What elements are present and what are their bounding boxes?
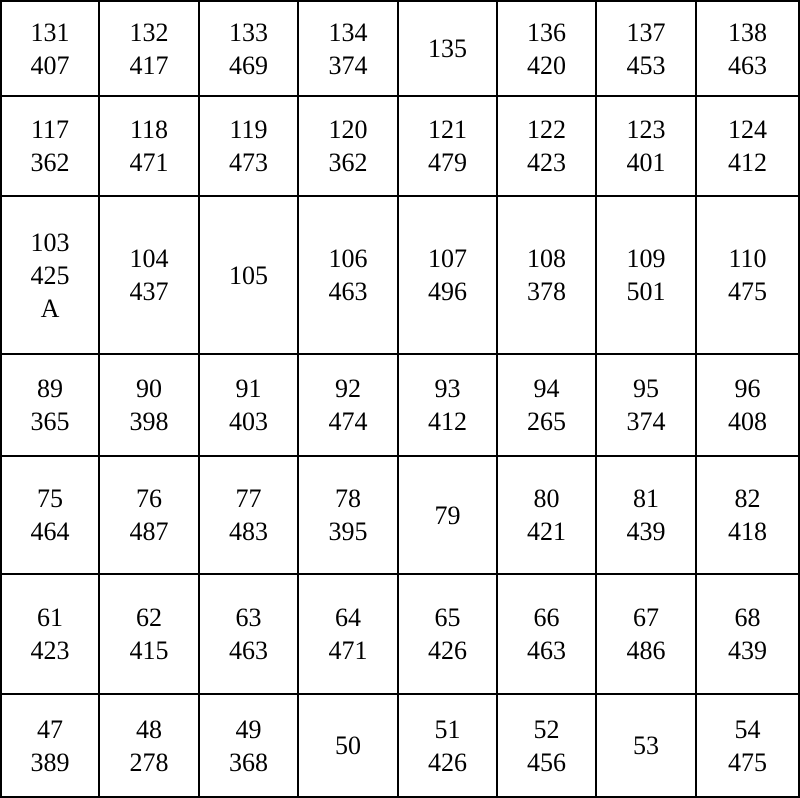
grid-cell (0, 355, 100, 457)
cell-value: 464 (30, 517, 70, 546)
cell-value: 408 (728, 407, 767, 436)
grid-cell (697, 197, 800, 355)
cell-value: 265 (527, 407, 566, 436)
cell-value: 362 (328, 148, 368, 177)
cell-id: 107 (428, 244, 467, 273)
grid-cell (498, 355, 597, 457)
grid-cell (299, 0, 399, 97)
cell-id: 49 (235, 714, 262, 744)
cell-id: 81 (633, 484, 659, 513)
cell-id: 64 (335, 603, 361, 632)
cell-id: 104 (129, 244, 169, 273)
cell-value: 453 (626, 50, 666, 80)
cell-value: 426 (428, 747, 467, 777)
cell-id: 65 (434, 603, 461, 632)
cell-value: 368 (229, 747, 268, 777)
cell-id: 106 (328, 244, 368, 273)
cell-value: 415 (129, 636, 169, 665)
cell-id: 63 (235, 603, 262, 632)
cell-id: 76 (136, 484, 162, 513)
grid-cell (0, 457, 100, 575)
cell-value: 421 (527, 517, 566, 546)
cell-id: 54 (734, 714, 761, 744)
cell-id: 131 (30, 17, 70, 47)
cell-value: 471 (328, 636, 368, 665)
grid-cell (399, 97, 498, 197)
cell-value: 389 (30, 747, 70, 777)
grid-cell (100, 97, 200, 197)
cell-value: 474 (328, 407, 368, 436)
cell-id: 109 (626, 244, 666, 273)
grid-cell (399, 695, 498, 798)
grid-cell (399, 0, 498, 97)
grid-cell (100, 197, 200, 355)
cell-id: 79 (434, 500, 461, 530)
cell-value: 486 (626, 636, 666, 665)
grid-cell (597, 457, 697, 575)
cell-id: 92 (335, 374, 361, 403)
cell-value: 437 (129, 277, 169, 306)
cell-id: 120 (328, 115, 368, 144)
cell-value: 501 (626, 277, 666, 306)
cell-id: 133 (229, 17, 268, 47)
cell-id: 110 (728, 244, 767, 273)
cell-id: 138 (728, 17, 767, 47)
grid-cell (597, 695, 697, 798)
grid-cell (399, 355, 498, 457)
grid-cell (299, 575, 399, 695)
grid-row (0, 97, 800, 197)
grid-cell (697, 0, 800, 97)
cell-value: 463 (728, 50, 767, 80)
cell-id: 47 (37, 714, 63, 744)
cell-id: 95 (633, 374, 659, 403)
cell-id: 66 (533, 603, 560, 632)
cell-value: 487 (129, 517, 169, 546)
grid-cell (697, 575, 800, 695)
grid-cell (299, 355, 399, 457)
cell-id: 108 (527, 244, 566, 273)
grid-cell (200, 355, 299, 457)
grid-cell (100, 457, 200, 575)
grid-cell (200, 457, 299, 575)
grid-cell (399, 575, 498, 695)
cell-value: 469 (229, 50, 268, 80)
cell-value: 417 (129, 50, 169, 80)
cell-value: 365 (30, 407, 70, 436)
cell-id: 105 (229, 260, 268, 290)
grid-cell (100, 355, 200, 457)
cell-id: 89 (37, 374, 63, 403)
grid-cell (0, 575, 100, 695)
cell-note: A (40, 293, 60, 323)
cell-value: 378 (527, 277, 566, 306)
cell-id: 48 (136, 714, 162, 744)
cell-value: 463 (229, 636, 268, 665)
grid-cell (0, 0, 100, 97)
cell-value: 439 (728, 636, 767, 665)
grid-row (0, 197, 800, 355)
grid-row (0, 0, 800, 97)
cell-id: 62 (136, 603, 162, 632)
grid-cell (697, 355, 800, 457)
grid-cell (697, 97, 800, 197)
cell-id: 122 (527, 115, 566, 144)
cell-id: 90 (136, 374, 162, 403)
cell-id: 134 (328, 17, 368, 47)
grid-cell (697, 457, 800, 575)
cell-value: 374 (626, 407, 666, 436)
grid-cell (299, 457, 399, 575)
grid-cell (200, 97, 299, 197)
grid-row (0, 457, 800, 575)
cell-value: 420 (527, 50, 566, 80)
cell-value: 426 (428, 636, 467, 665)
cell-value: 425 (30, 260, 70, 290)
cell-id: 91 (235, 374, 262, 403)
grid-row (0, 695, 800, 798)
grid-cell (200, 575, 299, 695)
cell-id: 117 (30, 115, 70, 144)
cell-value: 401 (626, 148, 666, 177)
cell-id: 118 (129, 115, 169, 144)
cell-value: 418 (728, 517, 767, 546)
grid-cell (697, 695, 800, 798)
cell-id: 136 (527, 17, 566, 47)
grid-cell (498, 575, 597, 695)
cell-id: 96 (734, 374, 761, 403)
grid-cell (399, 197, 498, 355)
grid-cell (0, 97, 100, 197)
cell-id: 82 (734, 484, 761, 513)
grid-cell (597, 0, 697, 97)
cell-id: 137 (626, 17, 666, 47)
cell-value: 456 (527, 747, 566, 777)
cell-id: 78 (335, 484, 361, 513)
cell-value: 471 (129, 148, 169, 177)
grid-cell (100, 695, 200, 798)
grid-cell (498, 0, 597, 97)
grid-cell (299, 97, 399, 197)
cell-id: 124 (728, 115, 767, 144)
grid-cell (399, 457, 498, 575)
grid-cell (498, 97, 597, 197)
grid-cell (200, 197, 299, 355)
cell-id: 119 (229, 115, 268, 144)
cell-value: 412 (728, 148, 767, 177)
grid-cell (597, 197, 697, 355)
cell-id: 67 (633, 603, 659, 632)
grid-cell (597, 575, 697, 695)
grid-cell (299, 197, 399, 355)
cell-value: 278 (129, 747, 169, 777)
cell-id: 77 (235, 484, 262, 513)
cell-id: 94 (533, 374, 560, 403)
cell-id: 80 (533, 484, 560, 513)
cell-id: 52 (533, 714, 560, 744)
grid-cell (0, 695, 100, 798)
grid-cell (498, 695, 597, 798)
cell-value: 374 (328, 50, 368, 80)
cell-id: 53 (633, 731, 659, 760)
cell-id: 51 (434, 714, 461, 744)
cell-id: 103 (30, 227, 70, 257)
cell-id: 68 (734, 603, 761, 632)
cell-value: 475 (728, 277, 767, 306)
grid-cell (100, 575, 200, 695)
grid-row (0, 575, 800, 695)
grid-cell (597, 355, 697, 457)
grid-cell (498, 457, 597, 575)
grid-cell (200, 0, 299, 97)
cell-id: 61 (37, 603, 63, 632)
cell-value: 423 (527, 148, 566, 177)
cell-value: 412 (428, 407, 467, 436)
cell-value: 423 (30, 636, 70, 665)
cell-value: 403 (229, 407, 268, 436)
cell-value: 473 (229, 148, 268, 177)
cell-id: 75 (37, 484, 63, 513)
cell-value: 395 (328, 517, 368, 546)
cell-id: 121 (428, 115, 467, 144)
cell-value: 496 (428, 277, 467, 306)
cell-id: 123 (626, 115, 666, 144)
cell-id: 135 (428, 34, 467, 63)
cell-value: 362 (30, 148, 70, 177)
grid-row (0, 355, 800, 457)
cell-value: 475 (728, 747, 767, 777)
grid-cell (200, 695, 299, 798)
grid-cell (597, 97, 697, 197)
grid-cell (0, 197, 100, 355)
cell-id: 132 (129, 17, 169, 47)
grid-cell (498, 197, 597, 355)
cell-id: 93 (434, 374, 461, 403)
cell-value: 439 (626, 517, 666, 546)
cell-value: 479 (428, 148, 467, 177)
cell-value: 483 (229, 517, 268, 546)
cell-value: 398 (129, 407, 169, 436)
cell-value: 407 (30, 50, 70, 80)
grid-cell (299, 695, 399, 798)
cell-value: 463 (527, 636, 566, 665)
cell-id: 50 (335, 731, 361, 760)
grid-cell (100, 0, 200, 97)
cell-value: 463 (328, 277, 368, 306)
